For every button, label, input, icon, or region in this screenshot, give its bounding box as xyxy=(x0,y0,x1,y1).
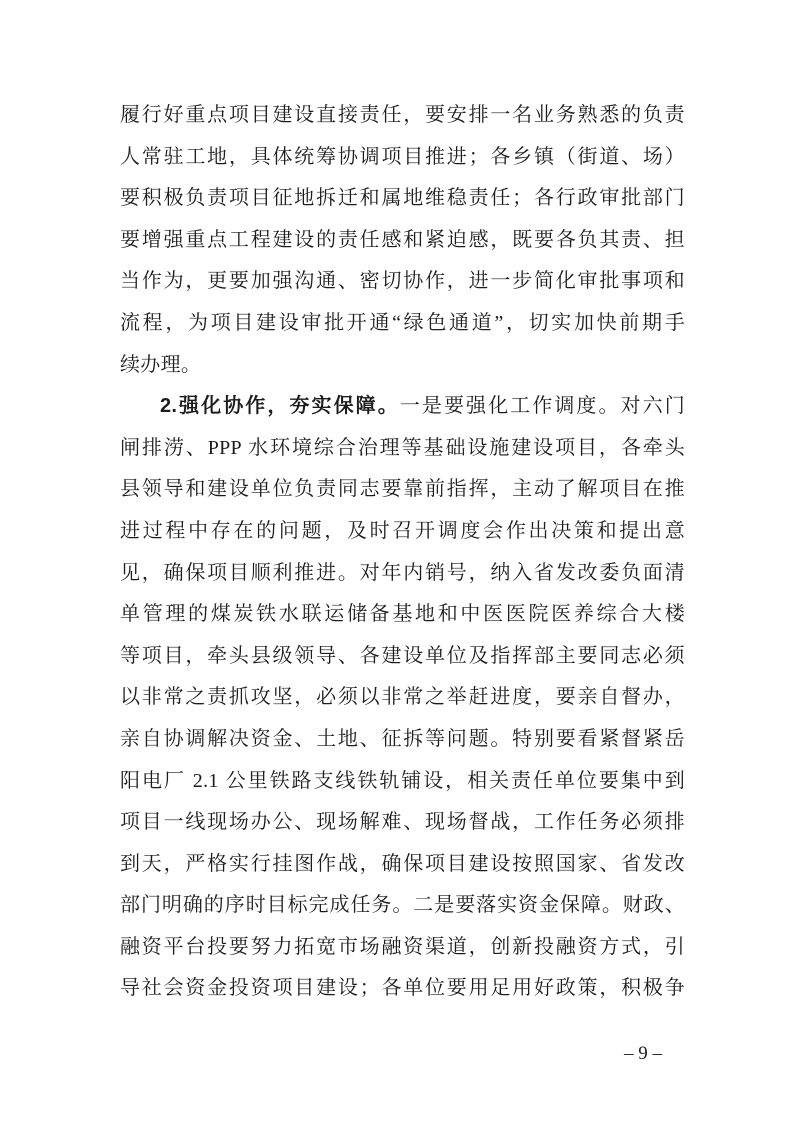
text-line: 到天，严格实行挂图作战，确保项目建设按照国家、省发改 xyxy=(120,852,685,875)
text-line: 履行好重点项目建设直接责任，要安排一名业务熟悉的负责 xyxy=(120,104,685,126)
text-line: 流程，为项目建设审批开通“绿色通道”，切实加快前期手 xyxy=(120,311,685,334)
page-number: – 9 – xyxy=(624,1043,662,1064)
text-line: 当作为，更要加强沟通、密切协作，进一步简化审批事项和 xyxy=(120,270,685,293)
text-line: 单管理的煤炭铁水联运储备基地和中医医院医养综合大楼 xyxy=(120,603,685,626)
section-heading: 2.强化协作，夯实保障。 xyxy=(160,395,400,418)
text-line: 进过程中存在的问题，及时召开调度会作出决策和提出意 xyxy=(120,519,685,542)
paragraph-text: 一是要强化工作调度。对六门 xyxy=(399,395,685,418)
text-line: 要增强重点工程建设的责任感和紧迫感，既要各负其责、担 xyxy=(120,228,685,251)
body-text xyxy=(120,95,685,1010)
text-line: 见，确保项目顺利推进。对年内销号，纳入省发改委负面清 xyxy=(120,561,685,584)
text-line: 以非常之责抓攻坚，必须以非常之举赶进度，要亲自督办， xyxy=(120,686,685,709)
text-line: 项目一线现场办公、现场解难、现场督战，工作任务必须排 xyxy=(120,811,685,834)
text-line xyxy=(120,386,685,428)
text-line: 部门明确的序时目标完成任务。二是要落实资金保障。财政、 xyxy=(120,894,685,917)
text-line: 要积极负责项目征地拆迁和属地维稳责任；各行政审批部门 xyxy=(120,187,685,210)
text-line: 闸排涝、PPP 水环境综合治理等基础设施建设项目，各牵头 xyxy=(120,436,685,459)
text-line: 等项目，牵头县级领导、各建设单位及指挥部主要同志必须 xyxy=(120,644,685,667)
text-line: 亲自协调解决资金、土地、征拆等问题。特别要看紧督紧岳 xyxy=(120,727,685,750)
text-line: 人常驻工地，具体统筹协调项目推进；各乡镇（街道、场） xyxy=(120,145,685,168)
text-line: 县领导和建设单位负责同志要靠前指挥，主动了解项目在推 xyxy=(120,478,685,501)
text-line: 续办理。 xyxy=(120,353,202,376)
text-line: 阳电厂 2.1 公里铁路支线铁轨铺设，相关责任单位要集中到 xyxy=(120,769,685,792)
text-line: 导社会资金投资项目建设；各单位要用足用好政策，积极争 xyxy=(120,977,685,1000)
text-line: 融资平台投要努力拓宽市场融资渠道，创新投融资方式，引 xyxy=(120,935,685,958)
